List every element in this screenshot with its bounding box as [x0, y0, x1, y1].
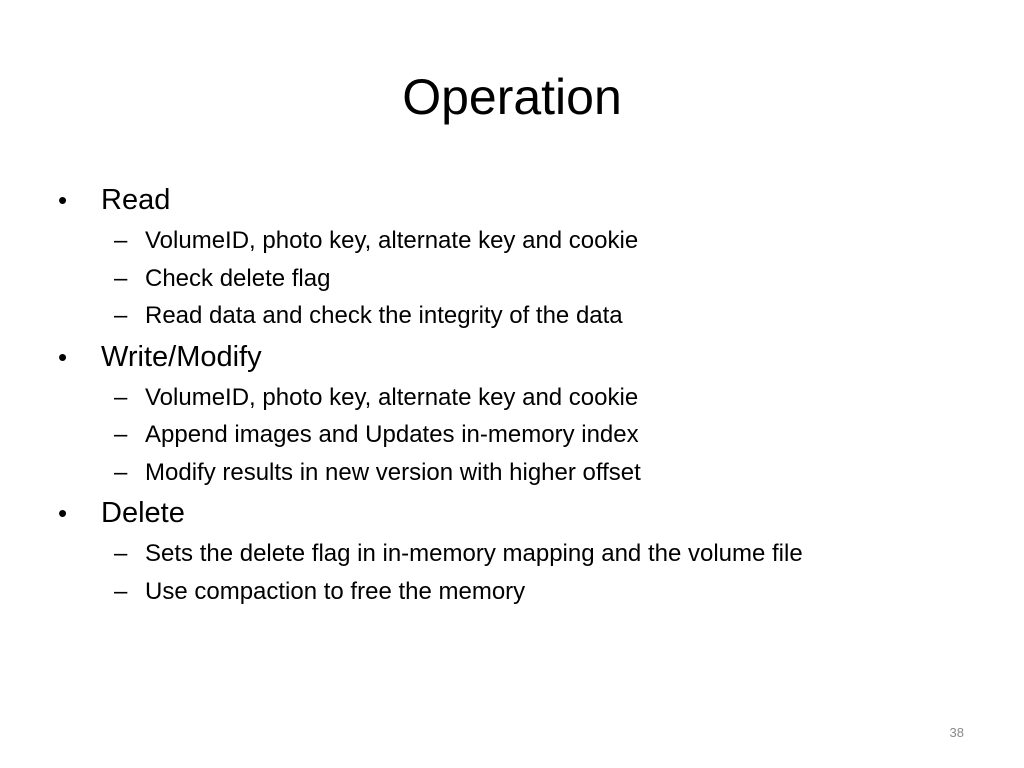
slide-title: Operation	[402, 69, 622, 125]
sub-bullet-text: Sets the delete flag in in-memory mapping and the volume file	[145, 540, 803, 567]
section-delete	[56, 491, 976, 610]
dash-icon: –	[114, 458, 128, 486]
sub-bullet-item	[56, 454, 976, 492]
sub-bullet-item	[56, 379, 976, 417]
sub-bullet-text: Modify results in new version with higher offset	[145, 458, 641, 486]
dash-icon: –	[114, 421, 128, 448]
dash-icon: –	[114, 540, 128, 567]
dash-icon: –	[114, 383, 128, 411]
sub-bullet-item	[56, 260, 976, 298]
sub-bullet-text: Read data and check the integrity of the data	[145, 302, 623, 329]
sub-bullet-item	[56, 573, 976, 611]
sub-bullet-item	[56, 535, 976, 573]
bullet-heading: Delete	[101, 497, 185, 529]
dash-icon: –	[114, 577, 128, 605]
slide-body	[56, 178, 976, 610]
sub-bullet-text: Append images and Updates in-memory index	[145, 421, 639, 448]
sub-bullet-item	[56, 222, 976, 260]
sub-bullet-item	[56, 416, 976, 454]
dash-icon: –	[114, 227, 128, 254]
sub-bullet-text: VolumeID, photo key, alternate key and cookie	[145, 383, 639, 411]
bullet-heading: Write/Modify	[101, 340, 262, 373]
sub-bullet-text: VolumeID, photo key, alternate key and cookie	[145, 227, 639, 254]
bullet-item	[56, 178, 976, 222]
sub-bullet-item	[56, 297, 976, 335]
section-read	[56, 178, 976, 335]
sub-bullet-text: Use compaction to free the memory	[145, 577, 526, 605]
dash-icon: –	[114, 264, 128, 292]
bullet-icon: •	[58, 341, 68, 372]
section-write-modify	[56, 335, 976, 492]
bullet-icon: •	[58, 498, 68, 528]
bullet-item	[56, 491, 976, 535]
bullet-icon: •	[58, 185, 68, 215]
dash-icon: –	[114, 302, 128, 329]
bullet-heading: Read	[101, 184, 171, 216]
sub-bullet-text: Check delete flag	[145, 264, 331, 292]
bullet-item	[56, 335, 976, 379]
slide-number: 38	[949, 725, 964, 740]
